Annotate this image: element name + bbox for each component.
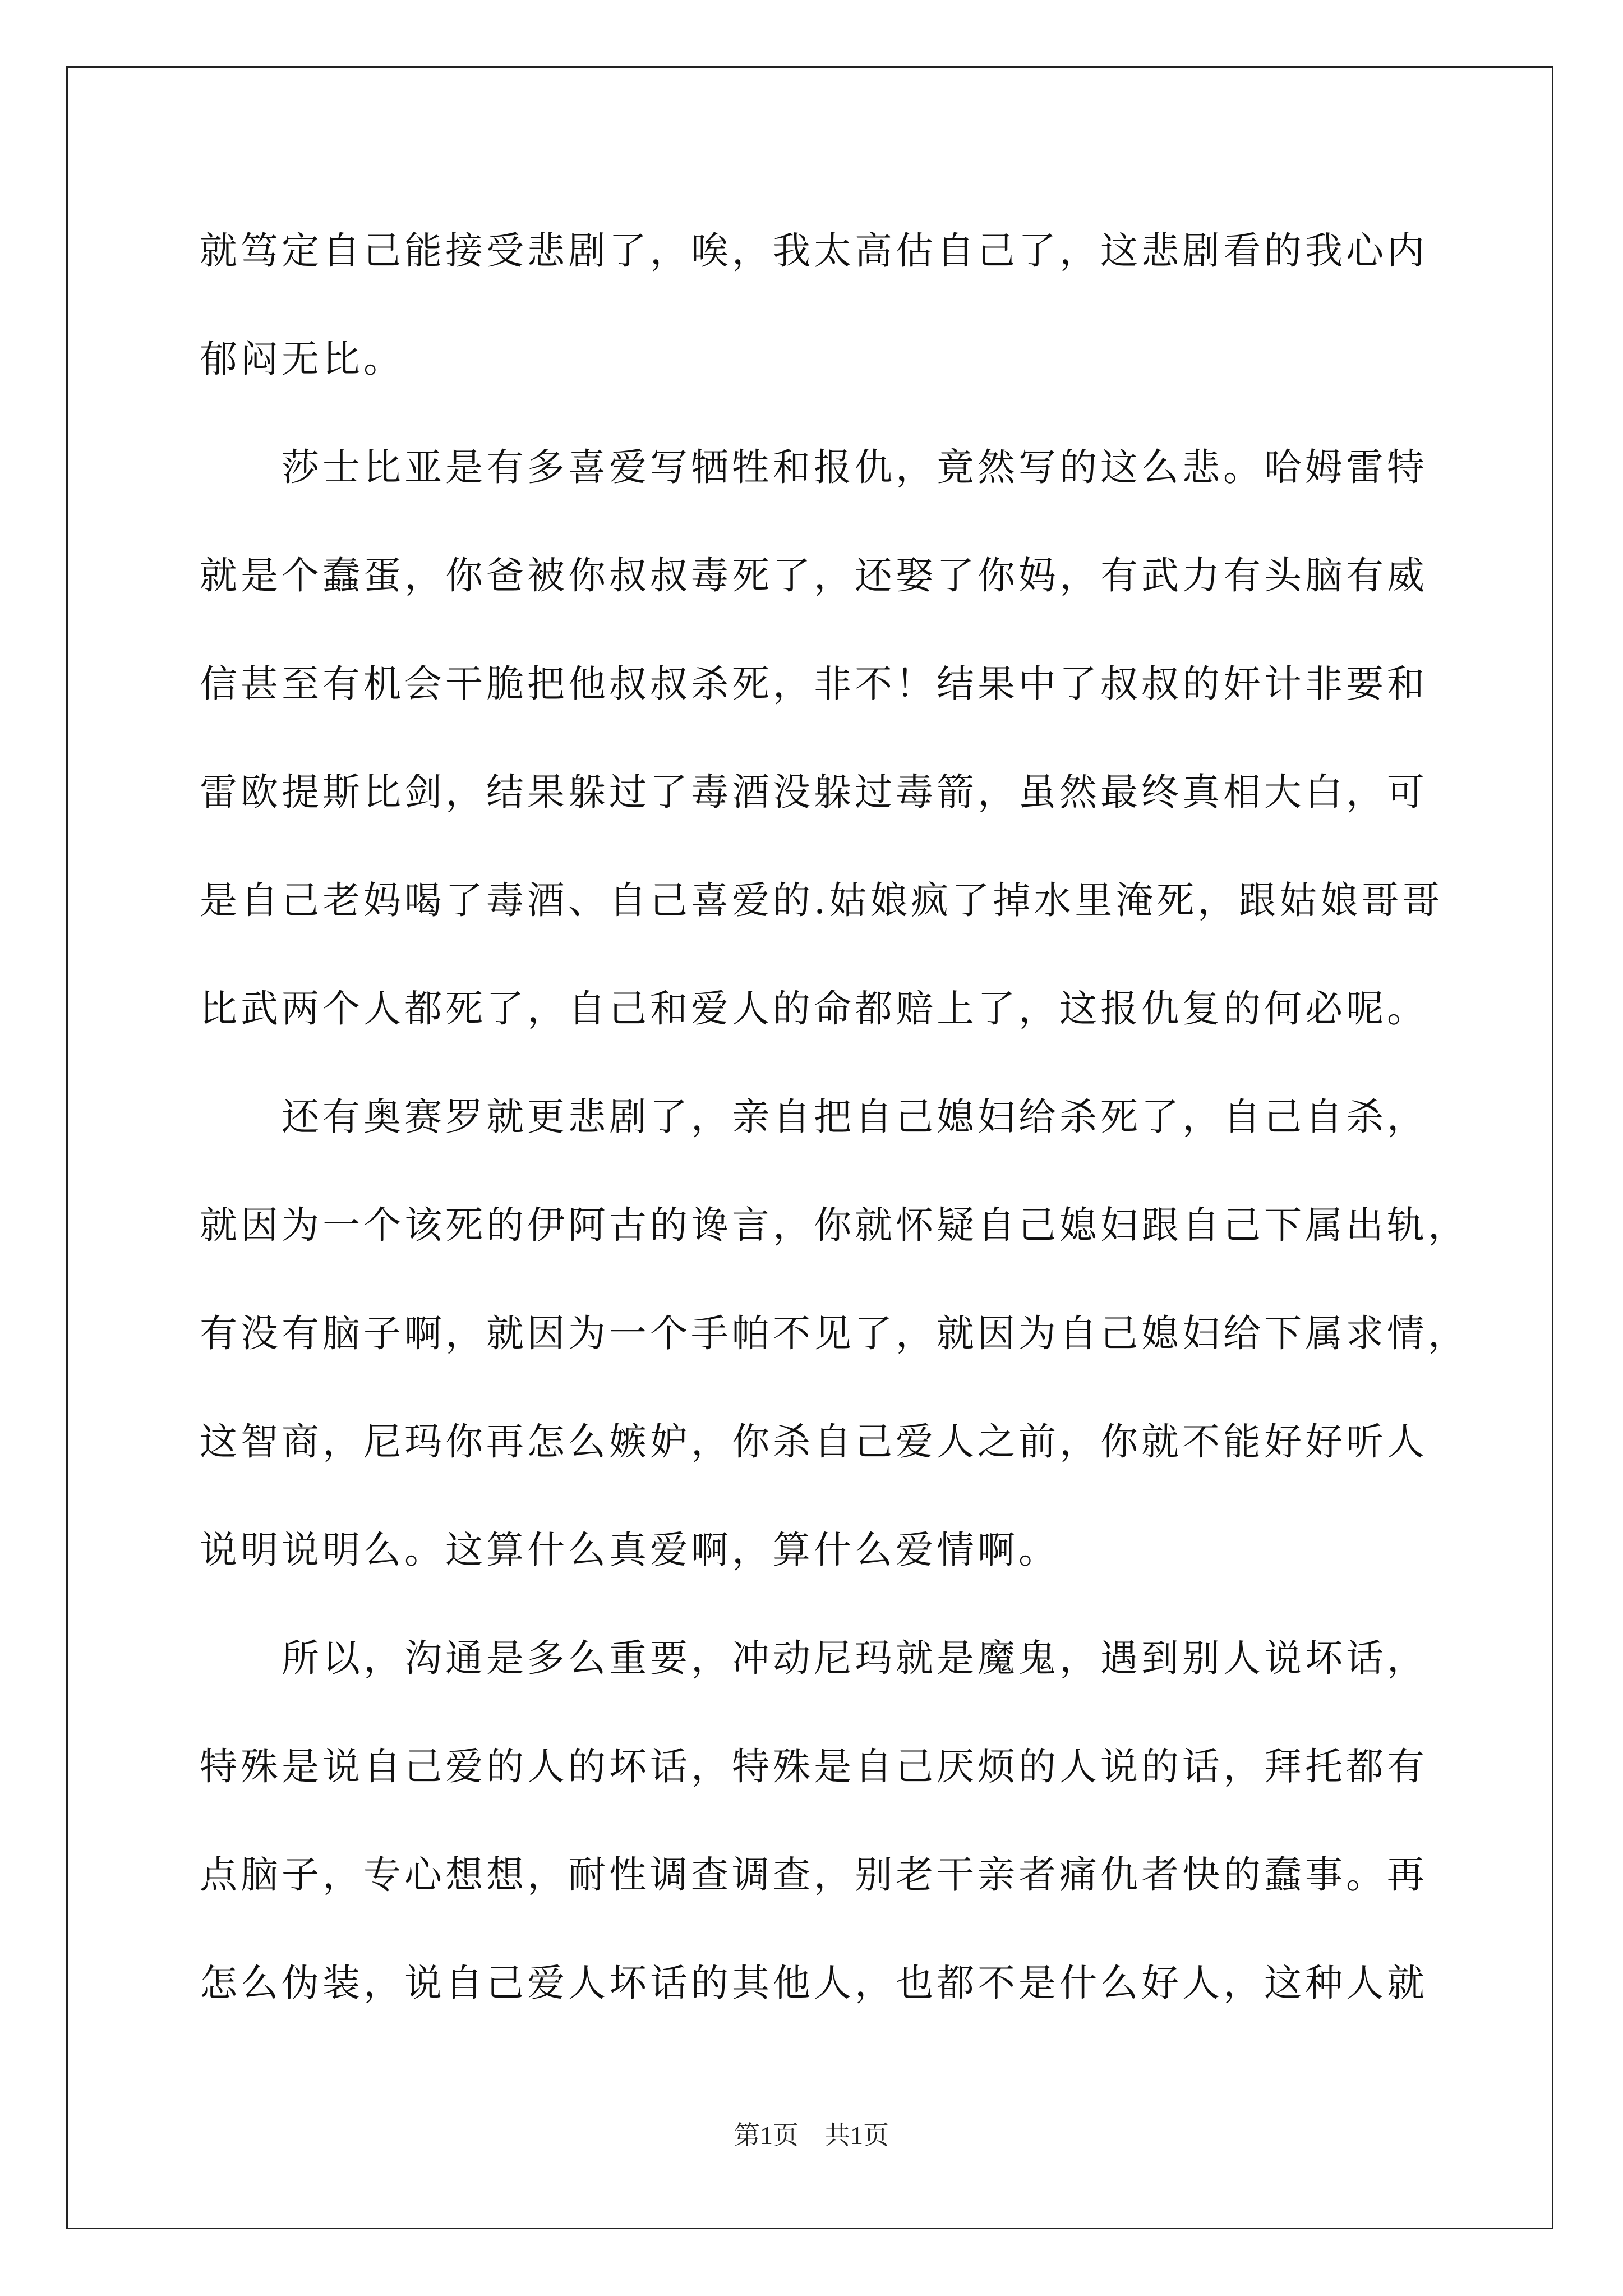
text-line: 就是个蠢蛋，你爸被你叔叔毒死了，还娶了你妈，有武力有头脑有威	[200, 554, 1428, 597]
text-line: 有没有脑子啊，就因为一个手帕不见了，就因为自己媳妇给下属求情，	[200, 1312, 1469, 1355]
page-number: 第1页 共1页	[734, 2121, 889, 2150]
text-line: 点脑子，专心想想，耐性调查调查，别老干亲者痛仇者快的蠢事。再	[200, 1853, 1428, 1897]
text-line: 就笃定自己能接受悲剧了，唉，我太高估自己了，这悲剧看的我心内	[200, 229, 1428, 273]
text-line: 就因为一个该死的伊阿古的谗言，你就怀疑自己媳妇跟自己下属出轨，	[200, 1203, 1469, 1247]
document-body	[200, 220, 1469, 2060]
text-line: 这智商，尼玛你再怎么嫉妒，你杀自己爱人之前，你就不能好好听人	[200, 1420, 1428, 1464]
text-line: 比武两个人都死了，自己和爱人的命都赔上了，这报仇复的何必呢。	[200, 987, 1428, 1030]
text-line: 所以，沟通是多么重要，冲动尼玛就是魔鬼，遇到别人说坏话，	[200, 1636, 1428, 1680]
text-line: 莎士比亚是有多喜爱写牺牲和报仇，竟然写的这么悲。哈姆雷特	[200, 445, 1428, 489]
text-line: 雷欧提斯比剑，结果躲过了毒酒没躲过毒箭，虽然最终真相大白，可	[200, 770, 1428, 814]
text-line: 特殊是说自己爱的人的坏话，特殊是自己厌烦的人说的话，拜托都有	[200, 1745, 1428, 1788]
text-line: 还有奥赛罗就更悲剧了，亲自把自己媳妇给杀死了，自己自杀，	[200, 1095, 1428, 1139]
text-line: 信甚至有机会干脆把他叔叔杀死，非不！结果中了叔叔的奸计非要和	[200, 662, 1428, 706]
text-line: 郁闷无比。	[200, 337, 404, 381]
text-line: 说明说明么。这算什么真爱啊，算什么爱情啊。	[200, 1528, 1059, 1572]
text-line: 怎么伪装，说自己爱人坏话的其他人，也都不是什么好人，这种人就	[200, 1961, 1428, 2005]
text-line: 是自己老妈喝了毒酒、自己喜爱的.姑娘疯了掉水里淹死，跟姑娘哥哥	[200, 878, 1444, 922]
